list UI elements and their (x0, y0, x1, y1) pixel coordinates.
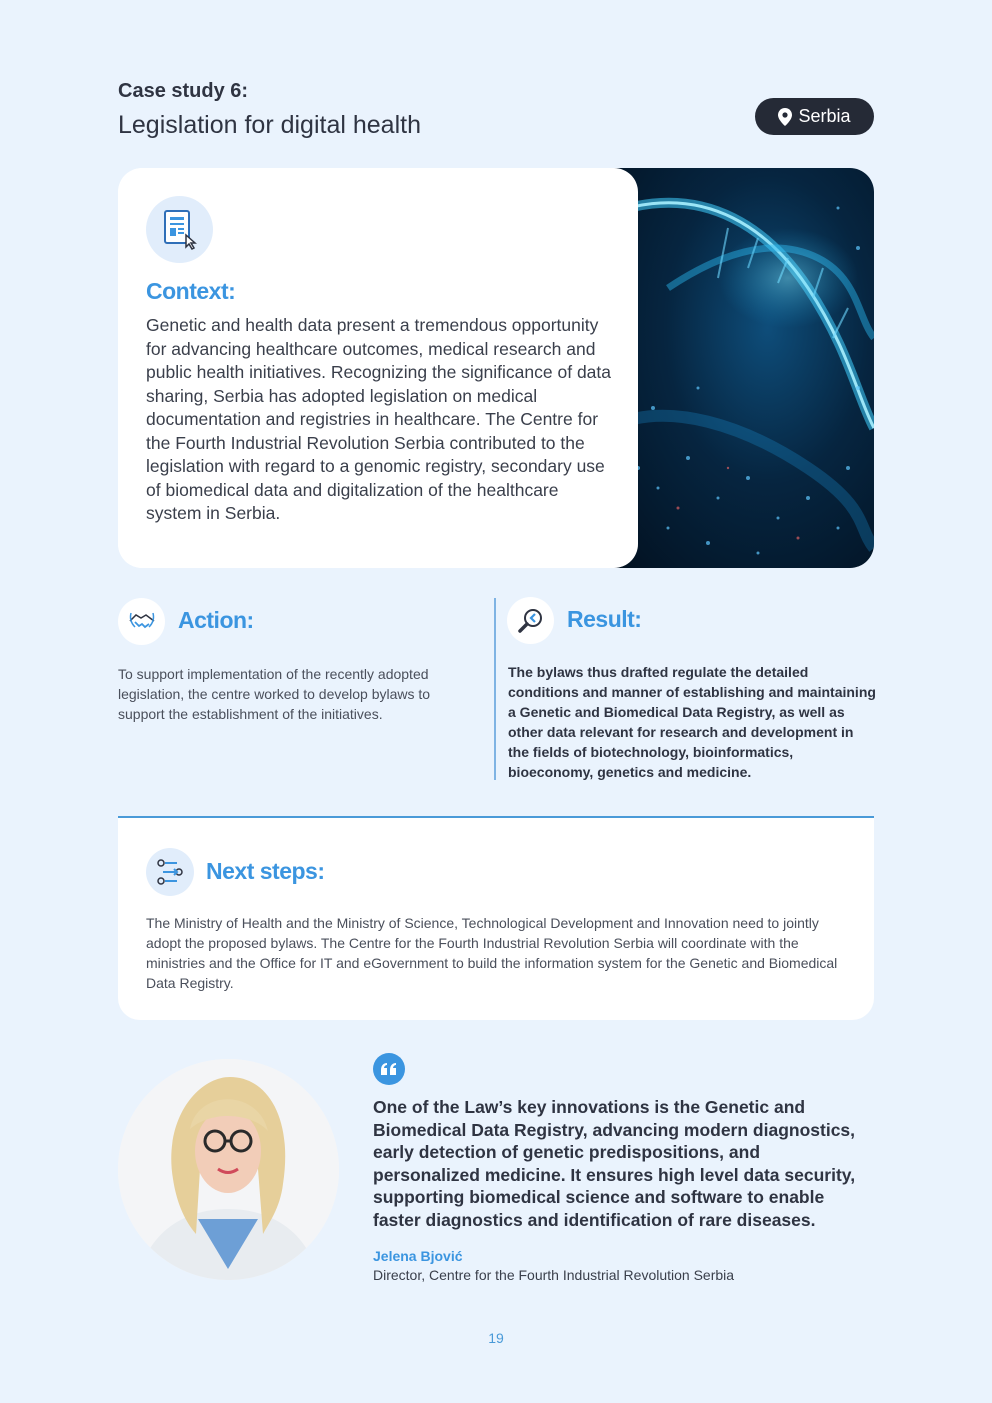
location-label: Serbia (798, 106, 851, 126)
action-body: To support implementation of the recently adopted legislation, the centre worked to develop bylaws to support the establishment of the initiatives. (118, 666, 431, 722)
quote-icon (373, 1053, 405, 1085)
document-click-icon (146, 196, 213, 263)
page-title: Legislation for digital health (118, 111, 421, 139)
workflow-icon (146, 848, 194, 896)
action-heading: Action: (178, 607, 254, 633)
context-panel (118, 168, 638, 568)
page-number: 19 (488, 1330, 504, 1346)
portrait-photo (118, 1059, 339, 1280)
next-steps-body: The Ministry of Health and the Ministry of Science, Technological Development and Innovation need to jointly adopt the proposed bylaws. The Centre for the Fourth Industrial Revolution Serbia will coordinate with the ministries and the Office for IT and eGovernment to build the information system for the Genetic and Biomedical Data Registry. (146, 915, 838, 991)
result-heading: Result: (567, 606, 642, 632)
next-steps-card (118, 816, 874, 1020)
handshake-icon (118, 598, 165, 645)
location-pin-icon (778, 108, 792, 126)
next-steps-heading: Next steps: (206, 858, 325, 884)
result-body: The bylaws thus drafted regulate the detailed conditions and manner of establishing and maintaining a Genetic and Biomedical Data Registry, as well as other data relevant for research and development in the fields of biotechnology, bioinformatics, bioeconomy, genetics and medicine. (508, 664, 876, 780)
magnifier-icon (507, 597, 554, 644)
dna-helix-image (608, 168, 874, 568)
context-card (118, 168, 874, 568)
quote-author: Jelena Bjović (373, 1248, 463, 1264)
column-divider (494, 598, 496, 780)
case-study-label: Case study 6: (118, 80, 249, 102)
location-badge (755, 98, 874, 135)
quote-text: One of the Law’s key innovations is the Genetic and Biomedical Data Registry, advancing modern diagnostics, early detection of genetic predispositions, and personalized medicine. It ensures high level data security, supporting biomedical science and software to enable faster diagnostics and identification of rare diseases. (373, 1097, 856, 1230)
context-body: Genetic and health data present a tremendous opportunity for advancing healthcare outcomes, medical research and public health initiatives. Recognizing the significance of data sharing, Serbia has adopted legislation on medical documentation and registries in healthcare. The Centre for the Fourth Industrial Revolution Serbia contributed to the legislation with regard to a genomic registry, secondary use of biomedical data and digitalization of the healthcare system in Serbia. (146, 315, 612, 523)
quote-author-role: Director, Centre for the Fourth Industrial Revolution Serbia (373, 1267, 735, 1283)
context-heading: Context: (146, 278, 236, 304)
